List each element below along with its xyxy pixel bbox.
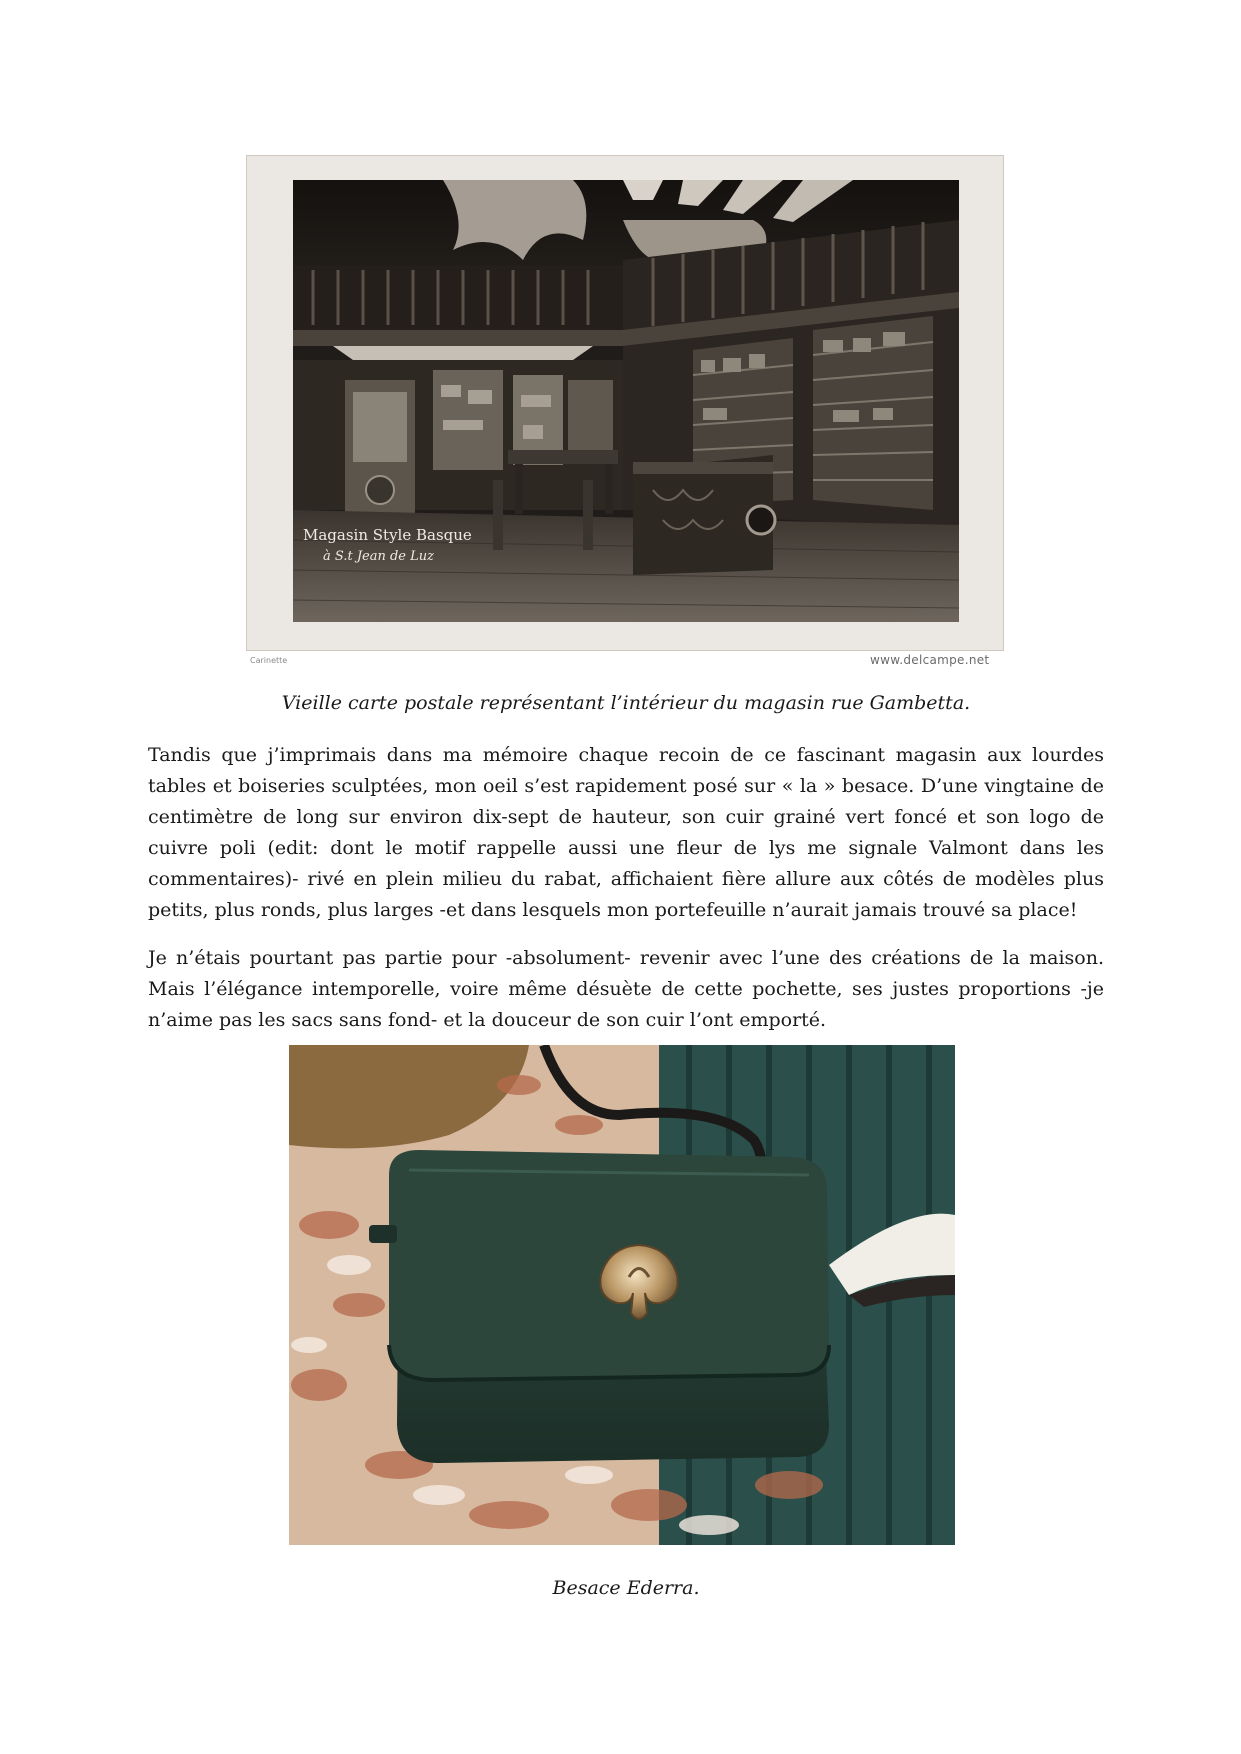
bag-photo [289, 1045, 955, 1545]
postcard-credit-left: Carinette [250, 656, 288, 665]
postcard-frame [246, 155, 1004, 651]
postcard-caption: Vieille carte postale représentant l’intérieur du magasin rue Gambetta. [281, 692, 971, 714]
postcard-credit-right[interactable]: www.delcampe.net [870, 653, 990, 667]
body-paragraph-1: Tandis que j’imprimais dans ma mémoire chaque recoin de ce fascinant magasin aux lourdes tables et boiseries sculptées, mon oeil s’est rapidement posé sur « la » besace. D’une vingtaine de centimètre de long sur environ dix-sept de hauteur, son cuir grainé vert foncé et son logo de cuivre poli (edit: dont le motif rappelle aussi une fleur de lys me signale Valmont dans les commentaires)- rivé en plein milieu du rabat, affichaient fière allure aux côtés de modèles plus petits, plus ronds, plus larges -et dans lesquels mon portefeuille n’aurait jamais trouvé sa place! [148, 744, 1104, 921]
body-paragraph-2: Je n’étais pourtant pas partie pour -absolument- revenir avec l’une des créations de la maison. Mais l’élégance intemporelle, voire même désuète de cette pochette, ses justes proportions -je n’aime pas les sacs sans fond- et la douceur de son cuir l’ont emporté. [148, 947, 1104, 1031]
postcard-sign-line-2: à S.t Jean de Luz [323, 549, 434, 564]
bag-caption: Besace Ederra. [552, 1577, 700, 1599]
postcard-photo [293, 180, 959, 622]
postcard-sign-line-1: Magasin Style Basque [303, 526, 472, 544]
